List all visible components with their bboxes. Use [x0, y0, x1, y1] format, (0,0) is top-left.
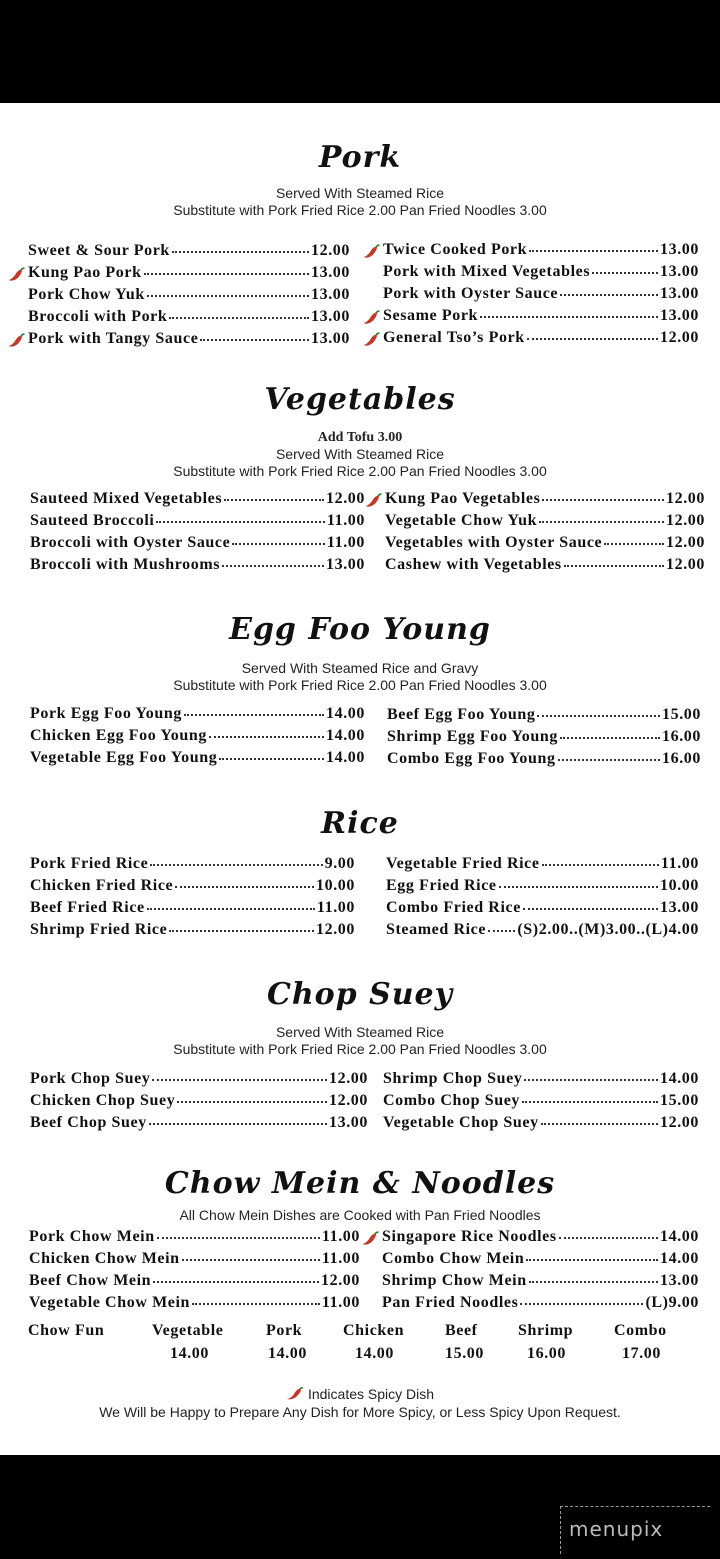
- menu-item: [30, 1114, 368, 1136]
- dot-leader: [169, 920, 314, 932]
- menu-item-price: 16.00: [662, 728, 701, 745]
- section-title-egg-foo-young: Egg Foo Young: [229, 612, 491, 647]
- menu-item: [30, 877, 355, 899]
- menu-item-price: 12.00: [666, 556, 705, 573]
- dot-leader: [222, 555, 324, 567]
- menu-item-price: 12.00: [326, 490, 365, 507]
- menu-item: [30, 534, 365, 556]
- menu-item-name: Shrimp Chow Mein: [382, 1272, 527, 1289]
- chow-fun-option-name: Combo: [614, 1322, 667, 1339]
- menu-item-price: 11.00: [321, 1228, 360, 1245]
- dot-leader: [604, 533, 664, 545]
- menu-item-price: 10.00: [660, 877, 699, 894]
- dot-leader: [527, 328, 658, 340]
- menu-item-price: 13.00: [660, 263, 699, 280]
- menu-item-name: Broccoli with Mushrooms: [30, 556, 221, 573]
- menu-item-price: 11.00: [326, 512, 365, 529]
- menu-item: [28, 330, 350, 352]
- section-sub-egg-foo-young-1: Served With Steamed Rice and Gravy: [241, 660, 479, 676]
- menupix-watermark: [560, 1506, 710, 1554]
- menu-item-name: Egg Fried Rice: [386, 877, 497, 894]
- menu-item-name: Vegetable Egg Foo Young: [30, 749, 218, 766]
- menu-item: [383, 1070, 699, 1092]
- menu-item: [383, 307, 699, 329]
- menu-item: [387, 728, 701, 750]
- menu-item-name: Combo Egg Foo Young: [387, 750, 556, 767]
- menu-item: [387, 750, 701, 772]
- menu-item: [28, 286, 350, 308]
- menu-item: [383, 241, 699, 263]
- dot-leader: [149, 1113, 327, 1125]
- vegetables-right-column: [385, 490, 705, 578]
- menu-item-price: 14.00: [326, 727, 365, 744]
- menu-item: [386, 877, 699, 899]
- dot-leader: [169, 307, 309, 319]
- dot-leader: [522, 1091, 658, 1103]
- menu-item-price: 13.00: [311, 264, 350, 281]
- menu-item-price: 15.00: [660, 1092, 699, 1109]
- menu-item-name: Kung Pao Pork: [28, 264, 142, 281]
- menu-item-price: 12.00: [316, 921, 355, 938]
- chow-fun-option-price: 14.00: [170, 1345, 209, 1362]
- chow-fun-option-name: Beef: [445, 1322, 478, 1339]
- menu-item-price: 12.00: [666, 512, 705, 529]
- section-title-rice: Rice: [321, 806, 399, 841]
- chow-fun-option-price: 14.00: [355, 1345, 394, 1362]
- menu-item-name: Pork Egg Foo Young: [30, 705, 183, 722]
- egg-foo-young-right-column: [387, 706, 701, 772]
- menu-item: [382, 1250, 699, 1272]
- menu-item-name: Pork Chop Suey: [30, 1070, 151, 1087]
- menu-item-name: Broccoli with Oyster Sauce: [30, 534, 231, 551]
- section-title-pork: Pork: [318, 140, 402, 175]
- menu-item: [383, 1092, 699, 1114]
- menu-item-name: General Tso’s Pork: [383, 329, 525, 346]
- menu-item-price: 13.00: [311, 308, 350, 325]
- chow-fun-label: Chow Fun: [28, 1322, 105, 1339]
- menu-item-name: Combo Chop Suey: [383, 1092, 521, 1109]
- chow-fun-option-name: Vegetable: [152, 1322, 224, 1339]
- menu-item-name: Chicken Fried Rice: [30, 877, 174, 894]
- menu-item: [386, 855, 699, 877]
- menu-item-name: Combo Chow Mein: [382, 1250, 525, 1267]
- dot-leader: [182, 1249, 320, 1261]
- dot-leader: [172, 241, 309, 253]
- section-sub-egg-foo-young-2: Substitute with Pork Fried Rice 2.00 Pan Fried Noodles 3.00: [173, 677, 547, 693]
- menu-item-price: 14.00: [660, 1250, 699, 1267]
- menu-item-name: Vegetable Chow Mein: [29, 1294, 191, 1311]
- menu-item-name: Chicken Egg Foo Young: [30, 727, 207, 744]
- chop-suey-left-column: [30, 1070, 368, 1136]
- menu-item-price: 11.00: [321, 1250, 360, 1267]
- menu-item-name: Singapore Rice Noodles: [382, 1228, 557, 1245]
- chili-pepper-icon: [286, 1387, 304, 1401]
- section-title-chop-suey: Chop Suey: [266, 977, 454, 1012]
- menu-item: [385, 556, 705, 578]
- menu-item: [387, 706, 701, 728]
- menu-item-price: 13.00: [326, 556, 365, 573]
- menu-item-name: Beef Chop Suey: [30, 1114, 147, 1131]
- chili-pepper-icon: [363, 244, 380, 259]
- menu-item-name: Steamed Rice: [386, 921, 487, 938]
- dot-leader: [177, 1091, 327, 1103]
- pork-left-column: [28, 242, 350, 352]
- watermark-text: menupix: [569, 1517, 664, 1541]
- dot-leader: [175, 876, 314, 888]
- dot-leader: [224, 489, 324, 501]
- menu-item: [29, 1228, 360, 1250]
- menu-item-name: Pork with Tangy Sauce: [28, 330, 199, 347]
- menu-item-price: 13.00: [329, 1114, 368, 1131]
- dot-leader: [184, 704, 324, 716]
- menu-item: [28, 242, 350, 264]
- menu-item-name: Pan Fried Noodles: [382, 1294, 519, 1311]
- menu-item-name: Broccoli with Pork: [28, 308, 168, 325]
- menu-item-price: 13.00: [660, 899, 699, 916]
- rice-left-column: [30, 855, 355, 943]
- menu-item: [383, 263, 699, 285]
- menu-item: [30, 727, 365, 749]
- menu-item-name: Vegetable Chow Yuk: [385, 512, 538, 529]
- dot-leader: [147, 898, 315, 910]
- menu-item-price: 9.00: [324, 855, 355, 872]
- chow-fun-option-price: 14.00: [268, 1345, 307, 1362]
- menu-item-price: 12.00: [321, 1272, 360, 1289]
- menu-item-name: Kung Pao Vegetables: [385, 490, 541, 507]
- spicy-note: We Will be Happy to Prepare Any Dish for More Spicy, or Less Spicy Upon Request.: [99, 1404, 621, 1420]
- menu-item-price: 16.00: [662, 750, 701, 767]
- dot-leader: [539, 511, 664, 523]
- menu-item-name: Cashew with Vegetables: [385, 556, 562, 573]
- menu-item: [30, 512, 365, 534]
- menu-item-name: Sauteed Broccoli: [30, 512, 155, 529]
- menu-item: [385, 534, 705, 556]
- menu-item-price: 13.00: [660, 285, 699, 302]
- dot-leader: [559, 1227, 658, 1239]
- menu-item: [29, 1294, 360, 1316]
- chow-fun-option-price: 15.00: [445, 1345, 484, 1362]
- menu-item-name: Beef Chow Mein: [29, 1272, 152, 1289]
- chili-pepper-icon: [362, 1231, 379, 1246]
- menu-item: [383, 285, 699, 307]
- menu-item-name: Pork with Mixed Vegetables: [383, 263, 591, 280]
- menu-item-name: Chicken Chow Mein: [29, 1250, 180, 1267]
- menu-item: [30, 1070, 368, 1092]
- menu-item-name: Twice Cooked Pork: [383, 241, 528, 258]
- dot-leader: [219, 748, 324, 760]
- menu-item-name: Beef Egg Foo Young: [387, 706, 536, 723]
- menu-item-price: 12.00: [660, 329, 699, 346]
- menu-item-price: 12.00: [329, 1070, 368, 1087]
- dot-leader: [537, 705, 660, 717]
- menu-item-name: Beef Fried Rice: [30, 899, 145, 916]
- menu-item: [29, 1250, 360, 1272]
- dot-leader: [558, 749, 660, 761]
- menu-item-price: 11.00: [660, 855, 699, 872]
- chow-fun-option-price: 17.00: [622, 1345, 661, 1362]
- chow-fun-option-price: 16.00: [527, 1345, 566, 1362]
- menu-item-price: 12.00: [666, 534, 705, 551]
- dot-leader: [524, 1069, 658, 1081]
- chow-fun-option-name: Pork: [266, 1322, 303, 1339]
- section-sub-chop-suey-1: Served With Steamed Rice: [275, 1024, 445, 1040]
- chop-suey-right-column: [383, 1070, 699, 1136]
- dot-leader: [200, 329, 309, 341]
- menu-item-price: 11.00: [326, 534, 365, 551]
- dot-leader: [144, 263, 309, 275]
- menu-item: [30, 855, 355, 877]
- dot-leader: [564, 555, 664, 567]
- dot-leader: [529, 240, 658, 252]
- dot-leader: [192, 1293, 320, 1305]
- dot-leader: [480, 306, 658, 318]
- dot-leader: [560, 727, 660, 739]
- menu-item-name: Sesame Pork: [383, 307, 479, 324]
- menu-item: [382, 1294, 699, 1316]
- menu-item-name: Vegetable Chop Suey: [383, 1114, 539, 1131]
- menu-item-name: Pork Chow Yuk: [28, 286, 145, 303]
- menu-item-name: Shrimp Egg Foo Young: [387, 728, 558, 745]
- dot-leader: [488, 920, 515, 932]
- dot-leader: [147, 285, 309, 297]
- menu-item: [28, 308, 350, 330]
- chow-fun-option-name: Chicken: [343, 1322, 405, 1339]
- menu-item-price: 14.00: [326, 705, 365, 722]
- dot-leader: [541, 1113, 658, 1125]
- menu-item: [30, 1092, 368, 1114]
- menu-item-name: Combo Fried Rice: [386, 899, 521, 916]
- menu-item-name: Shrimp Fried Rice: [30, 921, 168, 938]
- menu-item: [28, 264, 350, 286]
- menu-item: [30, 556, 365, 578]
- menu-item: [30, 490, 365, 512]
- menu-item-price: 14.00: [660, 1228, 699, 1245]
- menu-item-name: Pork Fried Rice: [30, 855, 149, 872]
- menu-item: [29, 1272, 360, 1294]
- chili-pepper-icon: [363, 332, 380, 347]
- rice-right-column: [386, 855, 699, 943]
- spicy-legend-text: Indicates Spicy Dish: [307, 1386, 435, 1402]
- egg-foo-young-left-column: [30, 705, 365, 771]
- section-sub-vegetables-2: Substitute with Pork Fried Rice 2.00 Pan Fried Noodles 3.00: [173, 463, 547, 479]
- menu-item: [386, 899, 699, 921]
- menu-item-name: Vegetables with Oyster Sauce: [385, 534, 603, 551]
- menu-item-price: 13.00: [660, 307, 699, 324]
- menu-item: [385, 512, 705, 534]
- menu-item-price: 12.00: [311, 242, 350, 259]
- section-title-vegetables: Vegetables: [264, 382, 456, 417]
- menu-item-name: Pork with Oyster Sauce: [383, 285, 559, 302]
- menu-item-price: 13.00: [660, 1272, 699, 1289]
- menu-item: [30, 705, 365, 727]
- dot-leader: [499, 876, 658, 888]
- chow-fun-row: [0, 1322, 720, 1370]
- dot-leader: [592, 262, 658, 274]
- menu-item-price: 14.00: [660, 1070, 699, 1087]
- spicy-legend: [0, 1386, 720, 1402]
- menu-item-price: 11.00: [316, 899, 355, 916]
- vegetables-left-column: [30, 490, 365, 578]
- menu-item: [383, 329, 699, 351]
- section-sub-pork-1: Served With Steamed Rice: [275, 185, 445, 201]
- menu-item: [385, 490, 705, 512]
- dot-leader: [152, 1069, 327, 1081]
- menu-item-price: 13.00: [660, 241, 699, 258]
- menu-item-price: 10.00: [316, 877, 355, 894]
- menu-item: [30, 921, 355, 943]
- dot-leader: [542, 489, 664, 501]
- section-title-chow-mein: Chow Mein & Noodles: [164, 1166, 556, 1201]
- menu-item: [30, 749, 365, 771]
- section-sub-vegetables-0: Add Tofu 3.00: [317, 430, 403, 445]
- menu-item-price: 15.00: [662, 706, 701, 723]
- chili-pepper-icon: [8, 267, 25, 282]
- section-sub-pork-2: Substitute with Pork Fried Rice 2.00 Pan Fried Noodles 3.00: [173, 202, 547, 218]
- menu-item-price: 14.00: [326, 749, 365, 766]
- menu-item-price: 13.00: [311, 286, 350, 303]
- menu-item-name: Pork Chow Mein: [29, 1228, 155, 1245]
- menu-item: [383, 1114, 699, 1136]
- dot-leader: [520, 1293, 643, 1305]
- menu-item: [30, 899, 355, 921]
- top-black-bar: [0, 0, 720, 103]
- chili-pepper-icon: [363, 310, 380, 325]
- dot-leader: [526, 1249, 658, 1261]
- dot-leader: [542, 854, 659, 866]
- section-sub-chow-mein-1: All Chow Mein Dishes are Cooked with Pan Fried Noodles: [179, 1207, 541, 1223]
- section-sub-vegetables-1: Served With Steamed Rice: [275, 446, 445, 462]
- section-sub-chop-suey-2: Substitute with Pork Fried Rice 2.00 Pan Fried Noodles 3.00: [173, 1041, 547, 1057]
- menu-item-name: Sauteed Mixed Vegetables: [30, 490, 223, 507]
- menu-item-price: (L)9.00: [645, 1294, 699, 1311]
- menu-item-price: 12.00: [329, 1092, 368, 1109]
- chili-pepper-icon: [365, 493, 382, 508]
- menu-item-price: 12.00: [666, 490, 705, 507]
- dot-leader: [150, 854, 322, 866]
- dot-leader: [523, 898, 658, 910]
- menu-item-price: 11.00: [321, 1294, 360, 1311]
- dot-leader: [560, 284, 658, 296]
- dot-leader: [232, 533, 325, 545]
- menu-item-price: (S)2.00..(M)3.00..(L)4.00: [517, 921, 699, 938]
- menu-item-price: 13.00: [311, 330, 350, 347]
- menu-item-name: Chicken Chop Suey: [30, 1092, 176, 1109]
- chow-mein-left-column: [29, 1228, 360, 1316]
- menu-item: [386, 921, 699, 943]
- dot-leader: [153, 1271, 319, 1283]
- dot-leader: [209, 726, 324, 738]
- menu-item-name: Sweet & Sour Pork: [28, 242, 170, 259]
- dot-leader: [529, 1271, 658, 1283]
- menu-item: [382, 1272, 699, 1294]
- dot-leader: [157, 1227, 320, 1239]
- menu-item-name: Vegetable Fried Rice: [386, 855, 540, 872]
- menu-item: [382, 1228, 699, 1250]
- menu-item-price: 12.00: [660, 1114, 699, 1131]
- menu-item-name: Shrimp Chop Suey: [383, 1070, 523, 1087]
- chow-mein-right-column: [382, 1228, 699, 1316]
- pork-right-column: [383, 241, 699, 351]
- chow-fun-option-name: Shrimp: [518, 1322, 574, 1339]
- dot-leader: [156, 511, 324, 523]
- chili-pepper-icon: [8, 333, 25, 348]
